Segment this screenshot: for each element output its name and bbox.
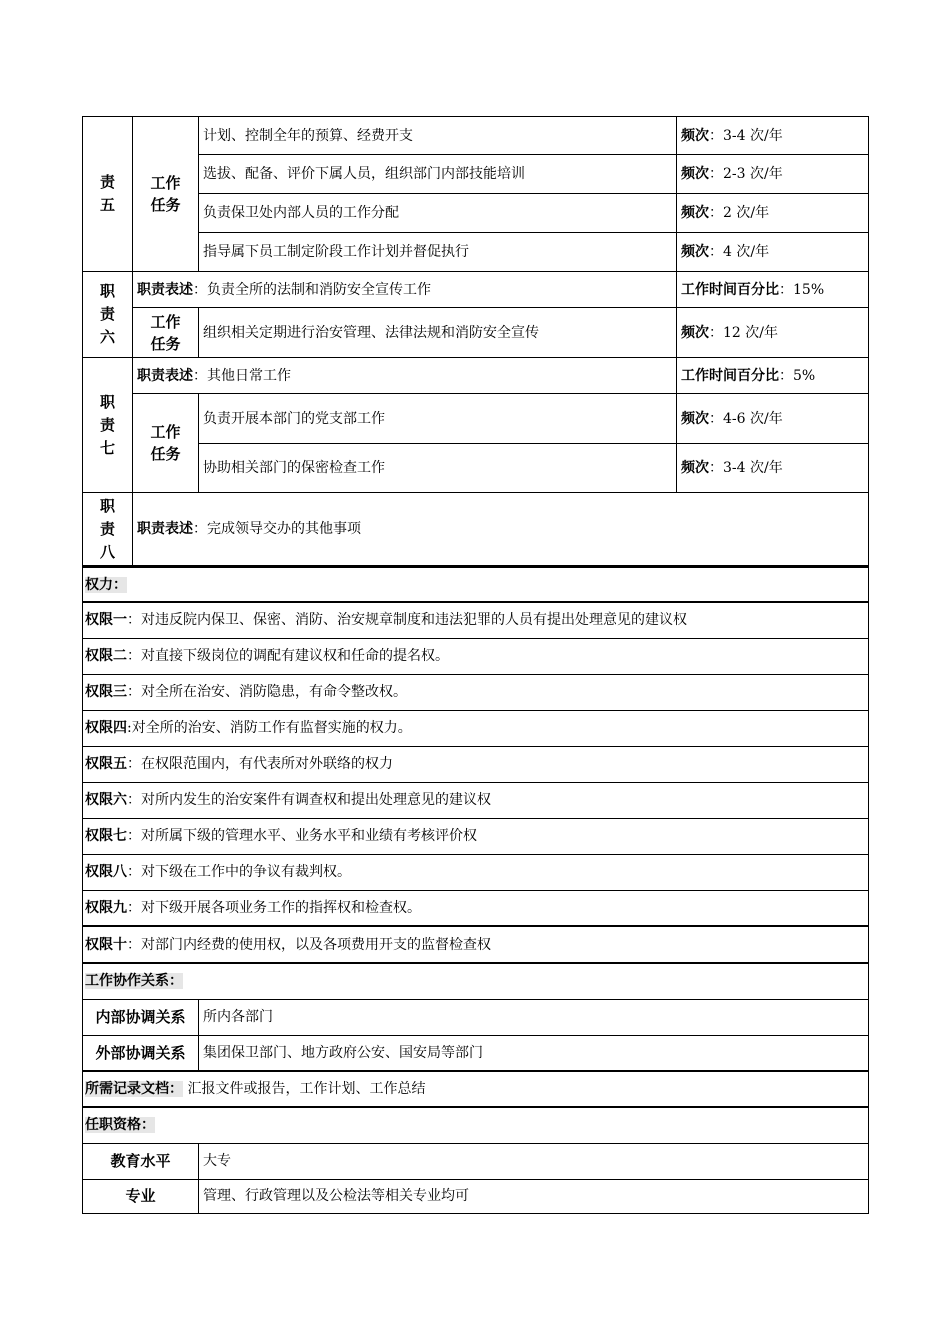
qualification-heading bbox=[83, 1107, 869, 1143]
frequency-label: 频次 bbox=[681, 205, 709, 221]
authority-heading-text: 权力： bbox=[85, 576, 127, 593]
task-label-line: 工作 bbox=[150, 423, 181, 441]
description-label: 职责表述 bbox=[137, 521, 193, 537]
task-text: 负责保卫处内部人员的工作分配 bbox=[199, 194, 677, 233]
records-value: 汇报文件或报告，工作计划、工作总结 bbox=[187, 1081, 426, 1097]
external-coordination-value: 集团保卫部门、地方政府公安、国安局等部门 bbox=[199, 1035, 869, 1071]
percentage-label: 工作时间百分比 bbox=[681, 281, 779, 298]
duty5-label-line: 五 bbox=[99, 196, 115, 214]
authority-text: ：在权限范围内，有代表所对外联络的权力 bbox=[127, 756, 393, 772]
task-frequency bbox=[677, 394, 869, 444]
task-label-line: 工作 bbox=[150, 174, 181, 192]
authority-key: 权限七 bbox=[85, 828, 127, 844]
frequency-label: 频次 bbox=[681, 410, 709, 427]
task-label-line: 任务 bbox=[150, 196, 181, 214]
authority-item bbox=[83, 926, 869, 963]
task-frequency bbox=[677, 233, 869, 272]
duty8-label-line: 责 bbox=[99, 519, 115, 538]
authority-text: ：对直接下级岗位的调配有建议权和任命的提名权。 bbox=[127, 648, 449, 664]
records-label: 所需记录文档： bbox=[85, 1081, 183, 1097]
internal-coordination-value: 所内各部门 bbox=[199, 999, 869, 1035]
authority-key: 权限六 bbox=[85, 792, 127, 808]
qualification-heading-text: 任职资格： bbox=[85, 1117, 155, 1134]
duty8-label-line: 八 bbox=[99, 542, 115, 561]
task-frequency bbox=[677, 155, 869, 194]
authority-table bbox=[82, 566, 869, 1214]
authority-item bbox=[83, 818, 869, 854]
authority-text: ：对所内发生的治安案件有调查权和提出处理意见的建议权 bbox=[127, 792, 491, 808]
duty-description bbox=[133, 493, 869, 566]
authority-text: :对全所的治安、消防工作有监督实施的权力。 bbox=[127, 720, 412, 736]
duty5-label bbox=[83, 117, 133, 272]
cooperation-heading-text: 工作协作关系： bbox=[85, 973, 183, 990]
cooperation-heading bbox=[83, 963, 869, 999]
frequency-value: ：4 次/年 bbox=[709, 244, 770, 260]
frequency-value: ：12 次/年 bbox=[709, 324, 778, 341]
authority-key: 权限八 bbox=[85, 864, 127, 880]
description-label: 职责表述 bbox=[137, 367, 193, 384]
authority-text: ：对全所在治安、消防隐患，有命令整改权。 bbox=[127, 684, 407, 700]
frequency-value: ：2 次/年 bbox=[709, 205, 770, 221]
frequency-label: 频次 bbox=[681, 460, 709, 476]
authority-text: ：对违反院内保卫、保密、消防、治安规章制度和违法犯罪的人员有提出处理意见的建议权 bbox=[127, 612, 687, 629]
percentage-value: ：15% bbox=[779, 281, 825, 298]
authority-key: 权限四 bbox=[85, 720, 127, 736]
description-text: ：完成领导交办的其他事项 bbox=[193, 521, 361, 537]
frequency-value: ：3-4 次/年 bbox=[709, 460, 783, 476]
education-value: 大专 bbox=[199, 1143, 869, 1179]
task-frequency bbox=[677, 444, 869, 493]
task-frequency bbox=[677, 117, 869, 155]
task-text: 选拔、配备、评价下属人员，组织部门内部技能培训 bbox=[199, 155, 677, 194]
duty-description bbox=[133, 272, 677, 308]
duty8-label bbox=[83, 493, 133, 566]
authority-key: 权限十 bbox=[85, 936, 127, 953]
frequency-value: ：2-3 次/年 bbox=[709, 166, 783, 182]
description-text: ：负责全所的法制和消防安全宣传工作 bbox=[193, 281, 431, 298]
frequency-label: 频次 bbox=[681, 127, 709, 144]
frequency-value: ：3-4 次/年 bbox=[709, 127, 783, 144]
frequency-value: ：4-6 次/年 bbox=[709, 410, 783, 427]
duty5-label-line: 责 bbox=[99, 173, 115, 191]
task-text: 负责开展本部门的党支部工作 bbox=[199, 394, 677, 444]
duties-table bbox=[82, 116, 869, 566]
task-text: 计划、控制全年的预算、经费开支 bbox=[199, 117, 677, 155]
major-value: 管理、行政管理以及公检法等相关专业均可 bbox=[199, 1179, 869, 1213]
task-text: 协助相关部门的保密检查工作 bbox=[199, 444, 677, 493]
job-description-document bbox=[82, 116, 868, 1214]
authority-text: ：对下级开展各项业务工作的指挥权和检查权。 bbox=[127, 899, 421, 916]
description-label: 职责表述 bbox=[137, 281, 193, 298]
authority-key: 权限二 bbox=[85, 648, 127, 664]
duty5-task-label bbox=[133, 117, 199, 272]
frequency-label: 频次 bbox=[681, 324, 709, 341]
duty7-label-line: 七 bbox=[99, 438, 115, 457]
authority-item bbox=[83, 854, 869, 890]
duty7-task-label bbox=[133, 394, 199, 493]
authority-item bbox=[83, 746, 869, 782]
authority-text: ：对下级在工作中的争议有裁判权。 bbox=[127, 864, 351, 880]
authority-item bbox=[83, 710, 869, 746]
task-label-line: 工作 bbox=[150, 312, 181, 331]
frequency-label: 频次 bbox=[681, 244, 709, 260]
task-frequency bbox=[677, 308, 869, 358]
authority-item bbox=[83, 782, 869, 818]
description-text: ：其他日常工作 bbox=[193, 367, 291, 384]
duty-description bbox=[133, 358, 677, 394]
authority-text: ：对所属下级的管理水平、业务水平和业绩有考核评价权 bbox=[127, 828, 477, 844]
records-row bbox=[83, 1071, 869, 1107]
duty7-label-line: 职 bbox=[99, 392, 115, 411]
education-label: 教育水平 bbox=[83, 1143, 199, 1179]
major-label: 专业 bbox=[83, 1179, 199, 1213]
authority-key: 权限三 bbox=[85, 684, 127, 700]
time-percentage bbox=[677, 272, 869, 308]
authority-item bbox=[83, 602, 869, 638]
duty6-label-line: 六 bbox=[99, 328, 115, 346]
authority-key: 权限一 bbox=[85, 612, 127, 629]
authority-item bbox=[83, 638, 869, 674]
frequency-label: 频次 bbox=[681, 166, 709, 182]
percentage-value: ：5% bbox=[779, 367, 816, 384]
duty6-task-label bbox=[133, 308, 199, 358]
task-text: 组织相关定期进行治安管理、法律法规和消防安全宣传 bbox=[199, 308, 677, 358]
authority-key: 权限九 bbox=[85, 899, 127, 916]
duty6-label-line: 责 bbox=[99, 305, 115, 323]
task-frequency bbox=[677, 194, 869, 233]
duty6-label bbox=[83, 272, 133, 358]
time-percentage bbox=[677, 358, 869, 394]
duty6-label-line: 职 bbox=[99, 282, 115, 300]
authority-item bbox=[83, 890, 869, 926]
external-coordination-label: 外部协调关系 bbox=[83, 1035, 199, 1071]
duty8-label-line: 职 bbox=[99, 496, 115, 515]
authority-key: 权限五 bbox=[85, 756, 127, 772]
authority-heading bbox=[83, 567, 869, 602]
internal-coordination-label: 内部协调关系 bbox=[83, 999, 199, 1035]
authority-text: ：对部门内经费的使用权，以及各项费用开支的监督检查权 bbox=[127, 936, 491, 953]
duty7-label bbox=[83, 358, 133, 493]
task-label-line: 任务 bbox=[150, 334, 181, 353]
task-label-line: 任务 bbox=[150, 445, 181, 463]
task-text: 指导属下员工制定阶段工作计划并督促执行 bbox=[199, 233, 677, 272]
authority-item bbox=[83, 674, 869, 710]
duty7-label-line: 责 bbox=[99, 415, 115, 434]
percentage-label: 工作时间百分比 bbox=[681, 367, 779, 384]
